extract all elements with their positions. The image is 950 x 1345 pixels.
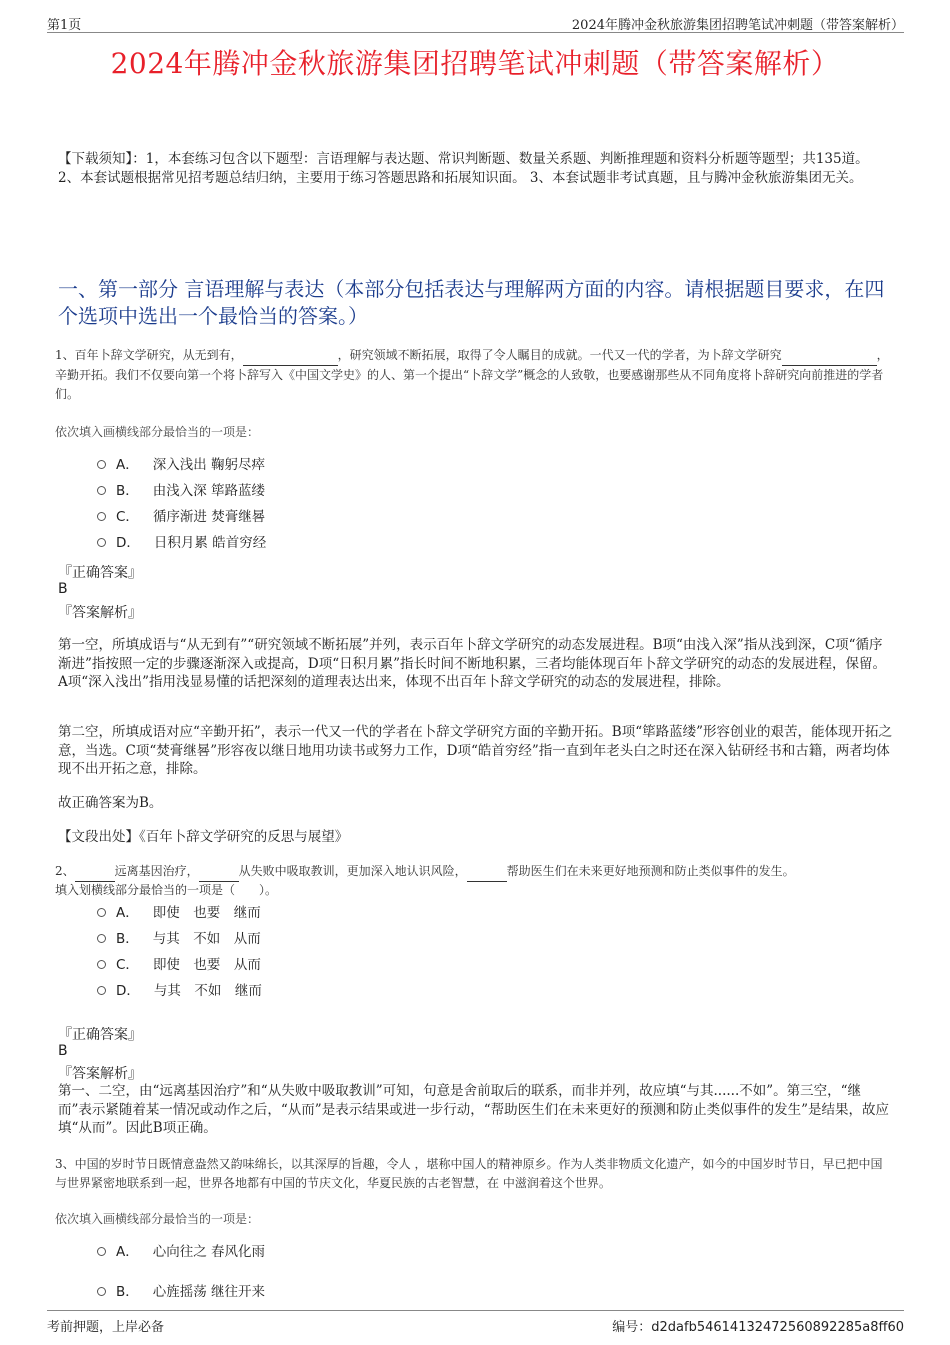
question-2-stem: 2、 远离基因治疗， 从失败中吸取教训，更加深入地认识风险， 帮助医生们在未来更好地预测和防止类似事件的发生。 (55, 862, 893, 882)
radio-icon[interactable] (97, 1247, 106, 1256)
blank-line (75, 862, 115, 882)
radio-icon[interactable] (97, 960, 106, 969)
q2-option-a[interactable]: A． 即使 也要 继而 (97, 903, 261, 923)
conclusion: 故正确答案为B。 (58, 795, 163, 811)
answer-label: 『正确答案』 (58, 1027, 142, 1043)
header-doc-title: 2024年腾冲金秋旅游集团招聘笔试冲刺题（带答案解析） (571, 18, 904, 33)
page-number: 第1页 (47, 18, 82, 33)
radio-icon[interactable] (97, 908, 106, 917)
radio-icon[interactable] (97, 460, 106, 469)
radio-icon[interactable] (97, 512, 106, 521)
page-header (47, 12, 904, 33)
q1-option-d[interactable]: D． 日积月累 皓首穷经 (97, 533, 266, 553)
question-1-stem: 1、百年卜辞文学研究，从无到有， ，研究领域不断拓展，取得了令人瞩目的成就。一代又一代的学者，为卜辞文学研究 ，辛勤开拓。我们不仅要向第一个将卜辞写入《中国文学史》的人、第一个提出“卜辞文学”概念的人致敬，也要感谢那些从不同角度将卜辞研究向前推进的学者们。 (55, 348, 889, 401)
page-footer (47, 1310, 904, 1335)
answer-value: B (58, 581, 68, 597)
blank-line (782, 346, 877, 366)
blank-line (467, 862, 507, 882)
analysis-paragraph-2: 第二空，所填成语对应“辛勤开拓”，表示一代又一代的学者在卜辞文学研究方面的辛勤开拓。B项“筚路蓝缕”形容创业的艰苦，能体现开拓之意，当选。C项“焚膏继晷”形容夜以继日地用功读书或努力工作，D项“皓首穷经”指一直到年老头白之时还在深入钻研经书和古籍，两者均体现不出开拓之意，排除。 (58, 724, 893, 777)
radio-icon[interactable] (97, 986, 106, 995)
answer-label: 『正确答案』 (58, 565, 142, 581)
question-3-stem: 3、中国的岁时节日既情意盎然又韵味绵长，以其深厚的旨趣，令人 ，堪称中国人的精神原乡。作为人类非物质文化遗产，如今的中国岁时节日，早已把中国与世界紧密地联系到一起，世界各地都有中国的节庆文化，华夏民族的古老智慧，在 中滋润着这个世界。 (55, 1157, 883, 1190)
section-title: 一、第一部分 言语理解与表达（本部分包括表达与理解两方面的内容。请根据题目要求，在四个选项中选出一个最恰当的答案。） (58, 277, 885, 328)
radio-icon[interactable] (97, 486, 106, 495)
q2-option-d[interactable]: D． 与其 不如 继而 (97, 981, 262, 1001)
q3-option-a[interactable]: A． 心向往之 春风化雨 (97, 1242, 265, 1262)
radio-icon[interactable] (97, 934, 106, 943)
q3-option-b[interactable]: B． 心旌摇荡 继往开来 (97, 1282, 265, 1302)
footer-slogan: 考前押题，上岸必备 (47, 1320, 165, 1335)
q1-option-a[interactable]: A． 深入浅出 鞠躬尽瘁 (97, 455, 265, 475)
q2-option-b[interactable]: B． 与其 不如 从而 (97, 929, 261, 949)
document-code: 编号：d2dafb54614132472560892285a8ff60 (612, 1320, 904, 1335)
download-notice: 【下载须知】：1，本套练习包含以下题型：言语理解与表达题、常识判断题、数量关系题、判断推理题和资料分析题等题型；共135道。 2、本套试题根据常见招考题总结归纳，主要用于练习答题思路和拓展知识面。 3、本套试题非考试真题，且与腾冲金秋旅游集团无关。 (58, 151, 869, 186)
radio-icon[interactable] (97, 538, 106, 547)
radio-icon[interactable] (97, 1287, 106, 1296)
passage-source: 【文段出处】《百年卜辞文学研究的反思与展望》 (58, 829, 349, 845)
answer-value: B (58, 1043, 68, 1059)
document-title: 2024年腾冲金秋旅游集团招聘笔试冲刺题（带答案解析） (110, 47, 840, 80)
question-3-prompt: 依次填入画横线部分最恰当的一项是： (55, 1212, 260, 1226)
q1-option-c[interactable]: C． 循序渐进 焚膏继晷 (97, 507, 265, 527)
analysis-paragraph: 第一、二空，由“远离基因治疗”和“从失败中吸取教训”可知，句意是舍前取后的联系，而非并列，故应填“与其......不如”。第三空，“继而”表示紧随着某一情况或动作之后，“从而”是表示结果或进一步行动，“帮助医生们在未来更好的预测和防止类似事件的发生”是结果，故应填“从而”。因此B项正确。 (58, 1083, 890, 1136)
blank-line (243, 346, 338, 366)
analysis-label: 『答案解析』 (58, 1066, 142, 1082)
analysis-paragraph-1: 第一空，所填成语与“从无到有”“研究领域不断拓展”并列，表示百年卜辞文学研究的动态发展进程。B项“由浅入深”指从浅到深，C项“循序渐进”指按照一定的步骤逐渐深入或提高，D项“日积月累”指长时间不断地积累，三者均能体现百年卜辞文学研究的动态的发展进程，保留。A项“深入浅出”指用浅显易懂的话把深刻的道理表达出来，体现不出百年卜辞文学研究的动态的发展进程，排除。 (58, 637, 887, 690)
q2-option-c[interactable]: C． 即使 也要 从而 (97, 955, 261, 975)
q1-option-b[interactable]: B． 由浅入深 筚路蓝缕 (97, 481, 265, 501)
question-1-prompt: 依次填入画横线部分最恰当的一项是： (55, 425, 260, 439)
blank-line (199, 862, 239, 882)
question-2-prompt: 填入划横线部分最恰当的一项是（ ）。 (55, 883, 278, 897)
analysis-label: 『答案解析』 (58, 605, 142, 621)
